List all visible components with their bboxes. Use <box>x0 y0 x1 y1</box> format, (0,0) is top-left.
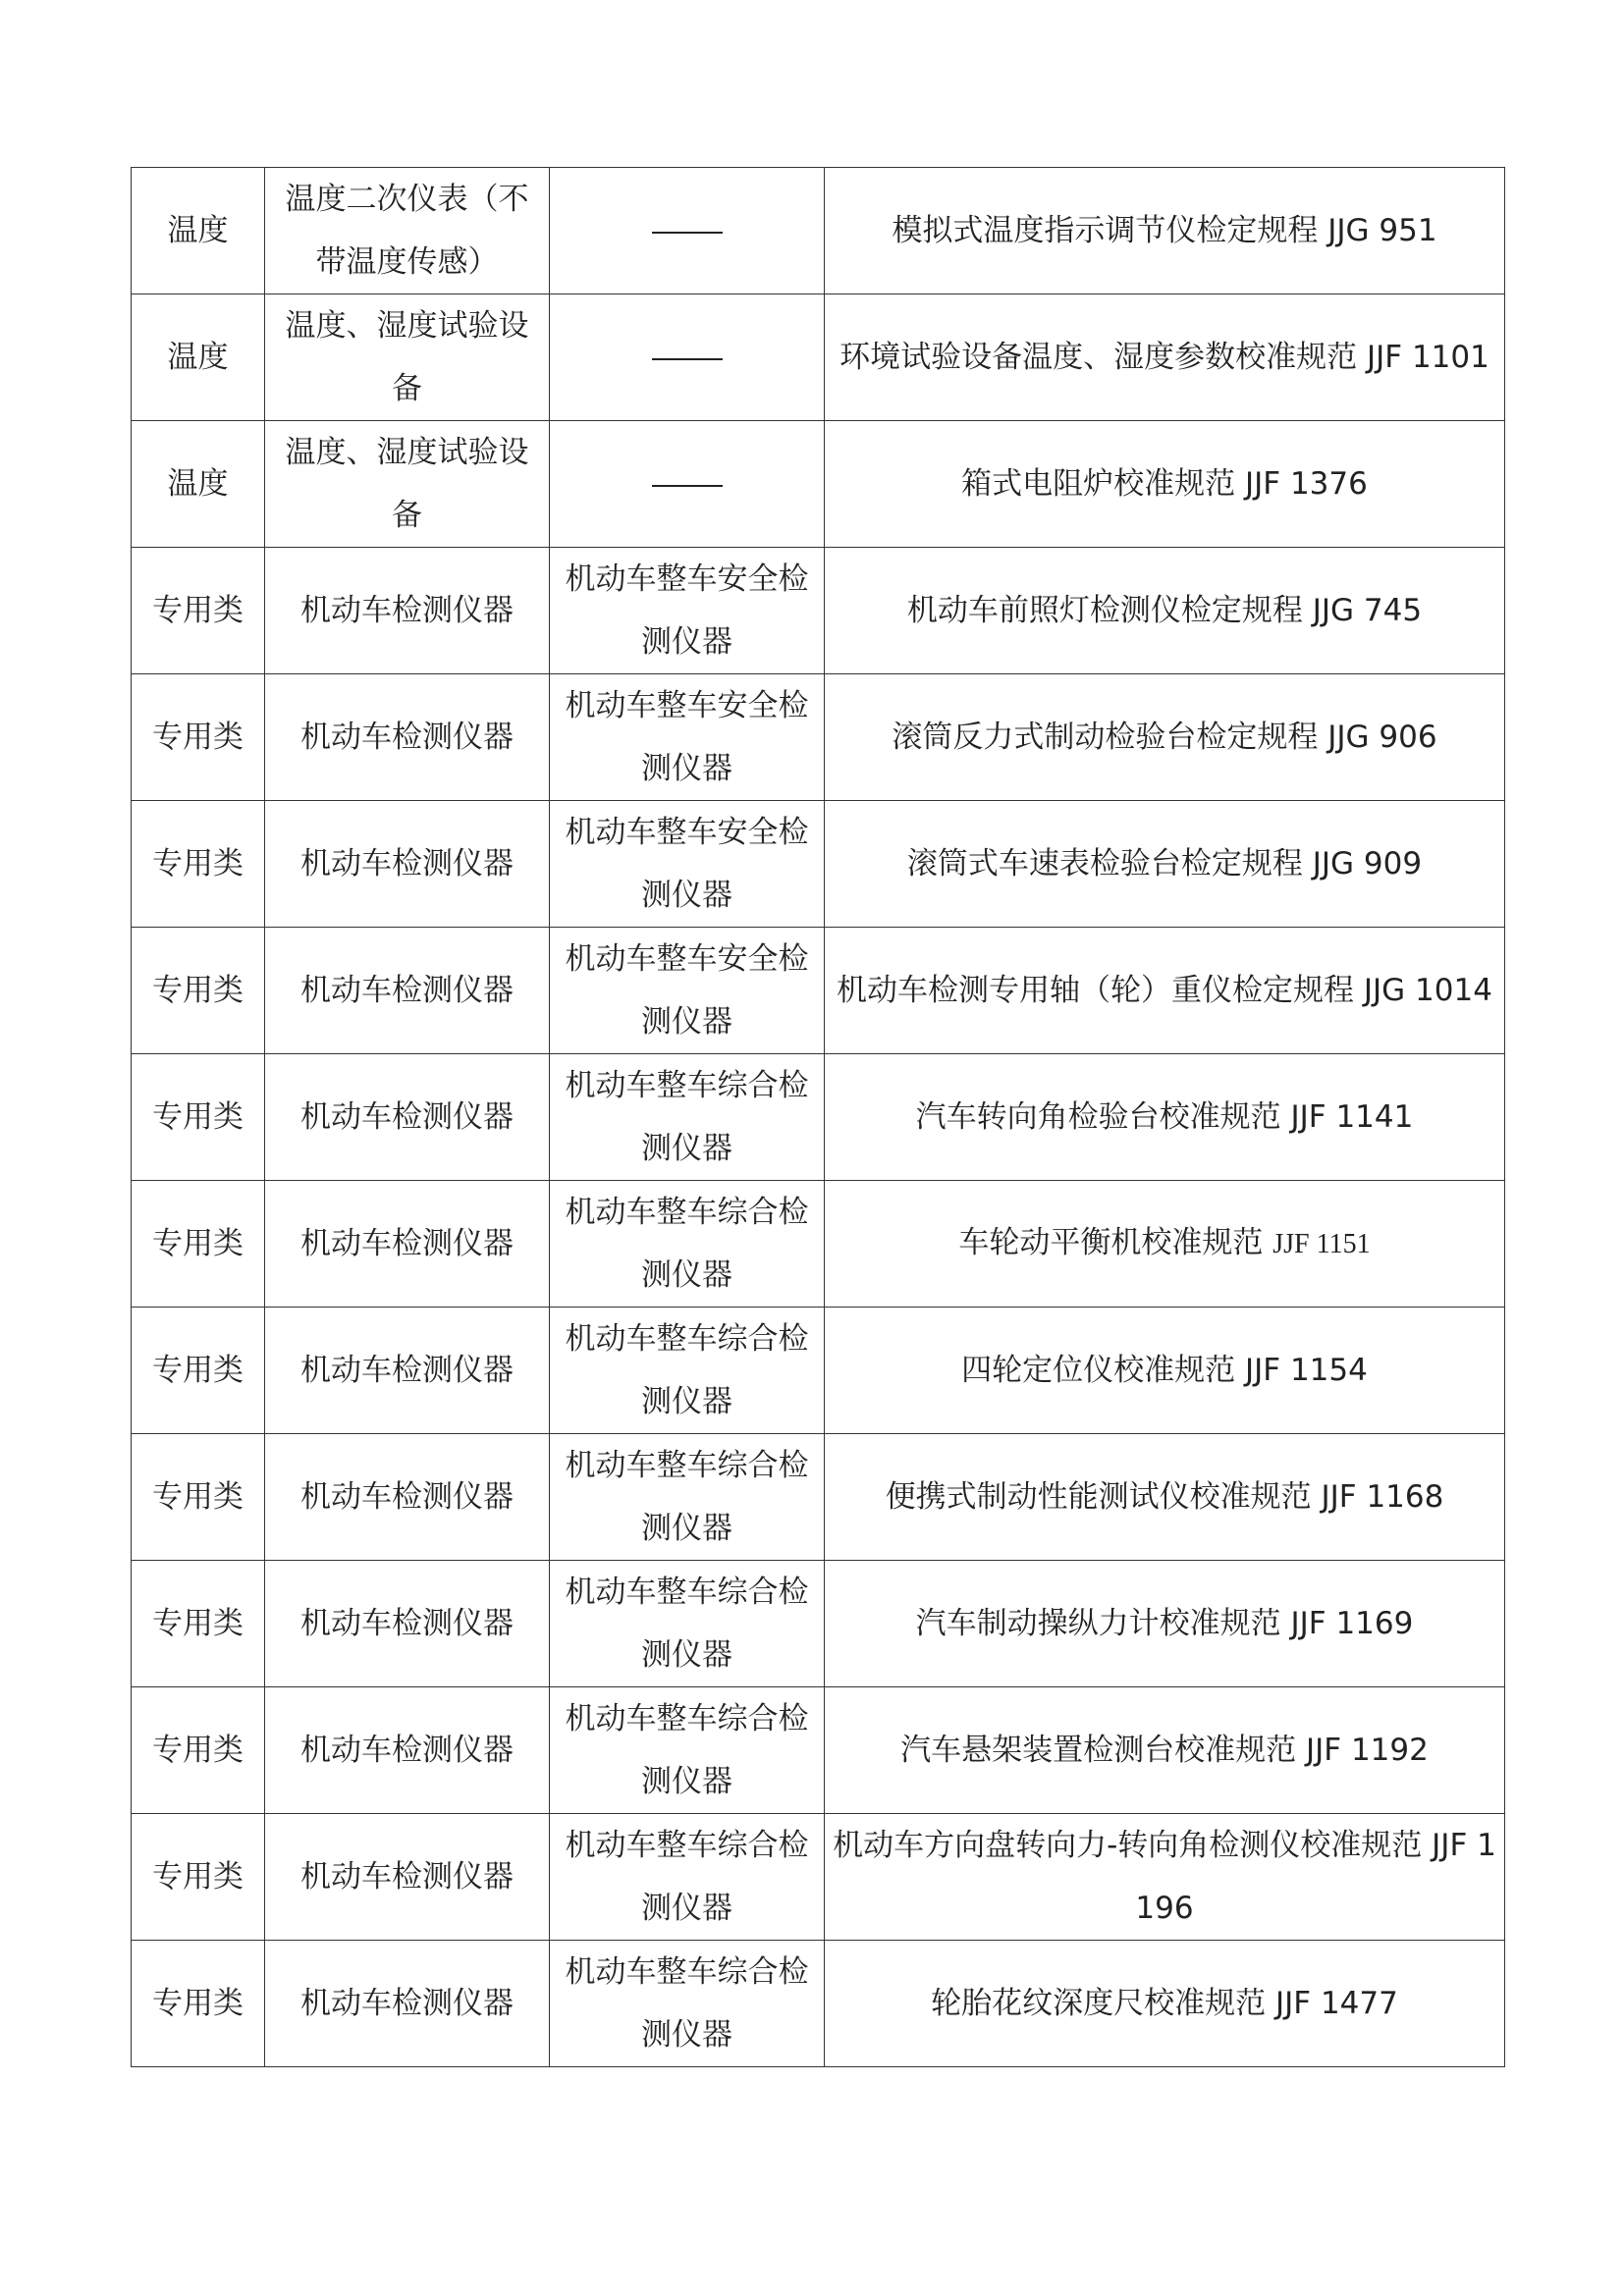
category-text: 专用类 <box>152 593 244 628</box>
category-cell <box>132 1814 265 1941</box>
standard-text: 机动车前照灯检测仪检定规程 JJG 745 <box>906 593 1423 628</box>
standard-cell <box>825 674 1505 801</box>
standard-cell <box>825 421 1505 548</box>
table-row <box>132 548 1505 674</box>
category-text: 温度 <box>167 213 229 248</box>
instrument-cell <box>265 1434 550 1561</box>
standard-text: 车轮动平衡机校准规范 <box>958 1225 1264 1260</box>
standard-text: 便携式制动性能测试仪校准规范 JJF 1168 <box>885 1479 1444 1515</box>
subtype-text: 机动车整车综合检测仪器 <box>565 1448 809 1546</box>
subtype-text: 机动车整车综合检测仪器 <box>565 1701 809 1799</box>
table-row <box>132 1181 1505 1308</box>
em-dash-placeholder <box>652 358 723 360</box>
category-text: 专用类 <box>152 846 244 881</box>
subtype-text: 机动车整车综合检测仪器 <box>565 1195 809 1293</box>
subtype-cell <box>550 548 825 674</box>
category-text: 专用类 <box>152 1099 244 1135</box>
table-row <box>132 168 1505 294</box>
instrument-text: 机动车检测仪器 <box>300 1479 514 1515</box>
instrument-cell <box>265 801 550 928</box>
subtype-cell <box>550 168 825 294</box>
subtype-text: 机动车整车安全检测仪器 <box>565 941 809 1040</box>
subtype-text <box>723 199 724 200</box>
category-text: 专用类 <box>152 973 244 1008</box>
category-cell <box>132 1687 265 1814</box>
instrument-text: 机动车检测仪器 <box>300 846 514 881</box>
instrument-text: 机动车检测仪器 <box>300 1099 514 1135</box>
category-text: 专用类 <box>152 1859 244 1895</box>
subtype-cell <box>550 1181 825 1308</box>
instrument-text: 温度二次仪表（不带温度传感） <box>285 182 529 280</box>
subtype-text: 机动车整车综合检测仪器 <box>565 1828 809 1926</box>
subtype-cell <box>550 421 825 548</box>
standard-text: 汽车悬架装置检测台校准规范 JJF 1192 <box>900 1733 1429 1768</box>
category-cell <box>132 421 265 548</box>
category-text: 专用类 <box>152 720 244 755</box>
instrument-text: 机动车检测仪器 <box>300 1226 514 1261</box>
standard-cell <box>825 928 1505 1054</box>
subtype-text: 机动车整车综合检测仪器 <box>565 1575 809 1673</box>
instrument-cell <box>265 421 550 548</box>
category-cell <box>132 674 265 801</box>
instrument-cell <box>265 1308 550 1434</box>
category-text: 专用类 <box>152 1986 244 2021</box>
instrument-cell <box>265 1181 550 1308</box>
instrument-text: 机动车检测仪器 <box>300 973 514 1008</box>
table-row <box>132 674 1505 801</box>
subtype-text: 机动车整车安全检测仪器 <box>565 561 809 660</box>
standard-text: 汽车转向角检验台校准规范 JJF 1141 <box>915 1099 1414 1135</box>
category-text: 温度 <box>167 340 229 375</box>
category-cell <box>132 1054 265 1181</box>
category-cell <box>132 1181 265 1308</box>
standard-cell <box>825 1814 1505 1941</box>
subtype-cell <box>550 801 825 928</box>
instrument-cell <box>265 294 550 421</box>
subtype-cell <box>550 1561 825 1687</box>
table-row <box>132 1308 1505 1434</box>
standard-text: 机动车检测专用轴（轮）重仪检定规程 JJG 1014 <box>837 973 1492 1008</box>
instrument-cell <box>265 1941 550 2067</box>
table-row <box>132 1561 1505 1687</box>
standard-text: 汽车制动操纵力计校准规范 JJF 1169 <box>915 1606 1414 1641</box>
standard-text: 滚筒式车速表检验台检定规程 JJG 909 <box>906 846 1423 881</box>
standard-cell <box>825 1941 1505 2067</box>
category-text: 专用类 <box>152 1733 244 1768</box>
subtype-text: 机动车整车安全检测仪器 <box>565 815 809 913</box>
em-dash-placeholder <box>652 232 723 234</box>
category-text: 专用类 <box>152 1606 244 1641</box>
category-cell <box>132 548 265 674</box>
standard-text: 四轮定位仪校准规范 JJF 1154 <box>961 1353 1368 1388</box>
instrument-text: 机动车检测仪器 <box>300 1986 514 2021</box>
standards-table-body <box>132 168 1505 2067</box>
category-text: 专用类 <box>152 1353 244 1388</box>
subtype-text: 机动车整车综合检测仪器 <box>565 1321 809 1419</box>
category-cell <box>132 801 265 928</box>
subtype-text <box>723 326 724 327</box>
instrument-cell <box>265 674 550 801</box>
instrument-cell <box>265 548 550 674</box>
instrument-cell <box>265 168 550 294</box>
standard-cell <box>825 294 1505 421</box>
standard-text: 箱式电阻炉校准规范 JJF 1376 <box>961 466 1368 502</box>
instrument-text: 机动车检测仪器 <box>300 1606 514 1641</box>
subtype-text: 机动车整车综合检测仪器 <box>565 1068 809 1166</box>
instrument-cell <box>265 1814 550 1941</box>
category-cell <box>132 928 265 1054</box>
subtype-cell <box>550 1814 825 1941</box>
table-row <box>132 1434 1505 1561</box>
subtype-cell <box>550 1054 825 1181</box>
instrument-text: 温度、湿度试验设备 <box>285 308 529 406</box>
subtype-text <box>723 453 724 454</box>
standard-cell <box>825 168 1505 294</box>
subtype-cell <box>550 1434 825 1561</box>
instrument-cell <box>265 928 550 1054</box>
instrument-text: 温度、湿度试验设备 <box>285 435 529 533</box>
table-row <box>132 928 1505 1054</box>
category-cell <box>132 1941 265 2067</box>
category-text: 专用类 <box>152 1479 244 1515</box>
em-dash-placeholder <box>652 485 723 487</box>
standards-table <box>131 167 1505 2067</box>
table-row <box>132 1814 1505 1941</box>
subtype-cell <box>550 294 825 421</box>
table-row <box>132 1687 1505 1814</box>
category-cell <box>132 294 265 421</box>
subtype-cell <box>550 1308 825 1434</box>
category-text: 温度 <box>167 466 229 502</box>
standard-cell <box>825 1181 1505 1308</box>
standard-text: 机动车方向盘转向力-转向角检测仪校准规范 JJF 1196 <box>833 1828 1496 1926</box>
instrument-text: 机动车检测仪器 <box>300 720 514 755</box>
category-cell <box>132 168 265 294</box>
instrument-text: 机动车检测仪器 <box>300 593 514 628</box>
standard-cell <box>825 1561 1505 1687</box>
instrument-cell <box>265 1561 550 1687</box>
table-row <box>132 801 1505 928</box>
table-row <box>132 1054 1505 1181</box>
instrument-cell <box>265 1054 550 1181</box>
subtype-text: 机动车整车综合检测仪器 <box>565 1954 809 2053</box>
standard-text: 环境试验设备温度、湿度参数校准规范 JJF 1101 <box>839 340 1489 375</box>
table-row <box>132 294 1505 421</box>
subtype-cell <box>550 674 825 801</box>
instrument-cell <box>265 1687 550 1814</box>
standard-text: 模拟式温度指示调节仪检定规程 JJG 951 <box>892 213 1437 248</box>
standard-cell <box>825 1308 1505 1434</box>
category-cell <box>132 1434 265 1561</box>
standard-text: 轮胎花纹深度尺校准规范 JJF 1477 <box>931 1986 1398 2021</box>
instrument-text: 机动车检测仪器 <box>300 1353 514 1388</box>
standard-text: 滚筒反力式制动检验台检定规程 JJG 906 <box>892 720 1437 755</box>
standard-cell <box>825 1054 1505 1181</box>
standard-cell <box>825 1687 1505 1814</box>
table-row <box>132 421 1505 548</box>
subtype-cell <box>550 928 825 1054</box>
instrument-text: 机动车检测仪器 <box>300 1733 514 1768</box>
standard-cell <box>825 548 1505 674</box>
category-cell <box>132 1561 265 1687</box>
instrument-text: 机动车检测仪器 <box>300 1859 514 1895</box>
subtype-cell <box>550 1687 825 1814</box>
table-row <box>132 1941 1505 2067</box>
subtype-text: 机动车整车安全检测仪器 <box>565 688 809 786</box>
standard-cell <box>825 801 1505 928</box>
standard-cell <box>825 1434 1505 1561</box>
standard-code-text: JJF 1151 <box>1272 1229 1371 1259</box>
category-text: 专用类 <box>152 1226 244 1261</box>
subtype-cell <box>550 1941 825 2067</box>
category-cell <box>132 1308 265 1434</box>
